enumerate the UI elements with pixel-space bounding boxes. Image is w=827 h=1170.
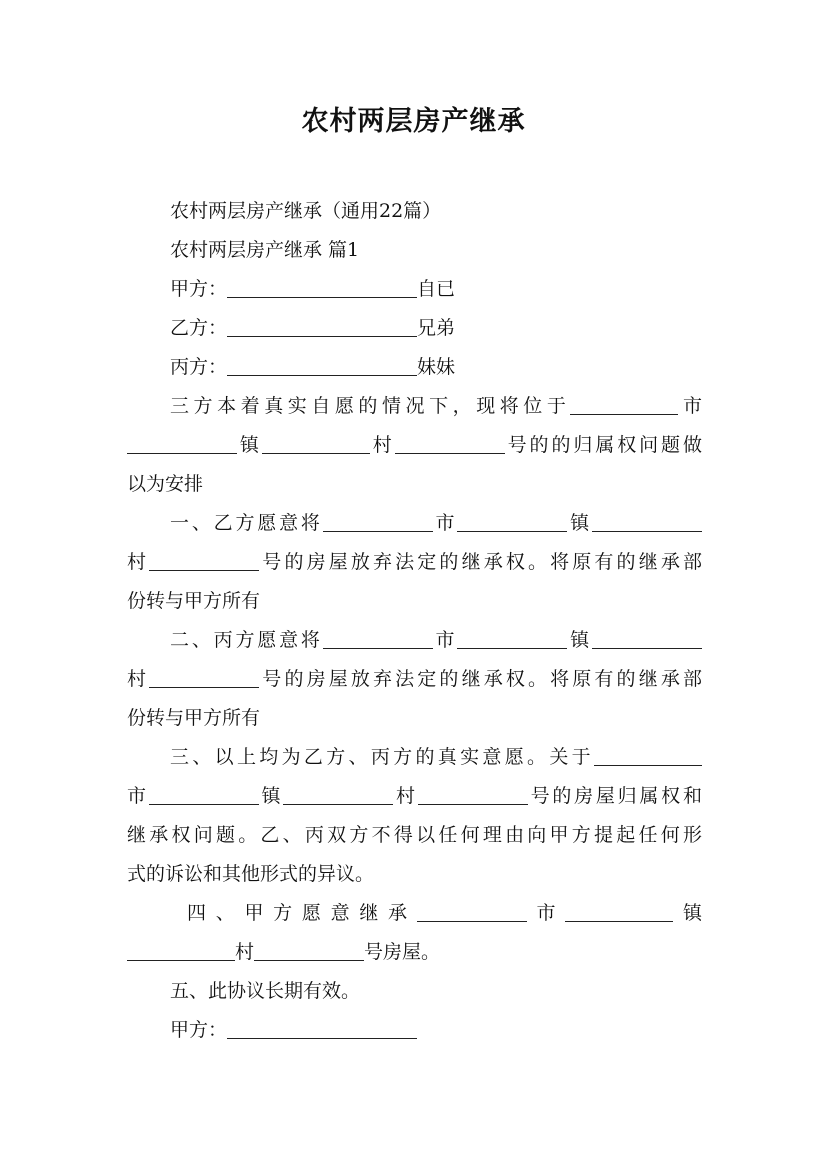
text-span: 四、甲方愿意继承 xyxy=(187,902,417,924)
paragraph-1-line-2 xyxy=(127,426,702,465)
paragraph-3-line-1 xyxy=(170,621,702,660)
blank-line xyxy=(149,782,259,805)
text-span: 镇 xyxy=(258,785,284,807)
blank-line xyxy=(395,431,505,454)
text-span: 村 xyxy=(393,785,418,807)
paragraph-3-line-2 xyxy=(127,660,702,699)
party-b-value: 兄弟 xyxy=(417,317,456,339)
text-span: 镇 xyxy=(237,434,262,456)
text-span: 村 xyxy=(127,551,150,573)
document-title: 农村两层房产继承 xyxy=(301,106,526,137)
text-span: 三方本着真实自愿的情况下，现将位于 xyxy=(170,395,571,417)
text-span: 号的房屋归属权和 xyxy=(527,785,702,807)
blank-line xyxy=(323,509,433,532)
blank-line xyxy=(227,275,417,298)
paragraph-3-line-3: 份转与甲方所有 xyxy=(127,707,261,729)
paragraph-1-line-1 xyxy=(170,387,702,426)
text-span: 市 xyxy=(127,785,149,807)
blank-line xyxy=(254,938,364,961)
paragraph-4-line-4: 式的诉讼和其他形式的异议。 xyxy=(127,863,375,885)
paragraph-6: 五、此协议长期有效。 xyxy=(170,980,361,1002)
blank-line xyxy=(323,626,433,649)
text-span: 村 xyxy=(127,668,150,690)
paragraph-2-line-1 xyxy=(170,504,702,543)
party-a-label: 甲方： xyxy=(170,278,228,300)
party-a-line xyxy=(170,270,702,309)
party-c-value: 妹妹 xyxy=(417,356,456,378)
blank-line xyxy=(592,626,702,649)
blank-line xyxy=(227,314,417,337)
blank-line xyxy=(565,899,673,922)
blank-line xyxy=(570,392,678,415)
signature-blank xyxy=(227,1016,417,1039)
text-span: 号的房屋放弃法定的继承权。将原有的继承部 xyxy=(259,551,702,573)
text-span: 村 xyxy=(235,941,255,963)
paragraph-2-line-3: 份转与甲方所有 xyxy=(127,590,261,612)
paragraph-2-line-2 xyxy=(127,543,702,582)
blank-line xyxy=(594,743,702,766)
blank-line xyxy=(283,782,393,805)
party-b-label: 乙方： xyxy=(170,317,228,339)
section-heading: 农村两层房产继承 篇1 xyxy=(170,239,360,261)
paragraph-5-line-2 xyxy=(127,933,702,972)
blank-line xyxy=(457,626,567,649)
party-a-value: 自已 xyxy=(417,278,456,300)
blank-line xyxy=(149,548,259,571)
paragraph-1-line-3: 以为安排 xyxy=(127,473,204,495)
blank-line xyxy=(127,431,237,454)
blank-line xyxy=(149,665,259,688)
text-span: 三、以上均为乙方、丙方的真实意愿。关于 xyxy=(170,746,594,768)
text-span: 号的的归属权问题做 xyxy=(504,434,702,456)
party-c-label: 丙方： xyxy=(170,356,228,378)
text-span: 市 xyxy=(678,395,702,417)
blank-line xyxy=(418,782,528,805)
text-span: 二、丙方愿意将 xyxy=(170,629,323,651)
text-span: 村 xyxy=(369,434,395,456)
text-span: 市 xyxy=(432,512,458,534)
paragraph-5-line-1 xyxy=(187,894,702,933)
text-span: 号的房屋放弃法定的继承权。将原有的继承部 xyxy=(259,668,702,690)
paragraph-4-line-3: 继承权问题。乙、丙双方不得以任何理由向甲方提起任何形 xyxy=(127,824,702,846)
text-span: 镇 xyxy=(567,629,592,651)
party-b-line xyxy=(170,309,702,348)
blank-line xyxy=(127,938,235,961)
text-span: 市 xyxy=(526,902,566,924)
signature-line xyxy=(170,1011,702,1050)
text-span: 镇 xyxy=(567,512,592,534)
blank-line xyxy=(417,899,527,922)
blank-line xyxy=(457,509,567,532)
paragraph-4-line-1 xyxy=(170,738,702,777)
paragraph-4-line-2 xyxy=(127,777,702,816)
signature-label: 甲方： xyxy=(170,1019,228,1041)
subtitle-line: 农村两层房产继承（通用22篇） xyxy=(170,200,442,222)
party-c-line xyxy=(170,348,702,387)
blank-line xyxy=(227,353,417,376)
text-span: 号房屋。 xyxy=(364,941,441,963)
text-span: 市 xyxy=(432,629,458,651)
blank-line xyxy=(592,509,702,532)
text-span: 一、乙方愿意将 xyxy=(170,512,323,534)
text-span: 镇 xyxy=(673,902,702,924)
blank-line xyxy=(262,431,370,454)
